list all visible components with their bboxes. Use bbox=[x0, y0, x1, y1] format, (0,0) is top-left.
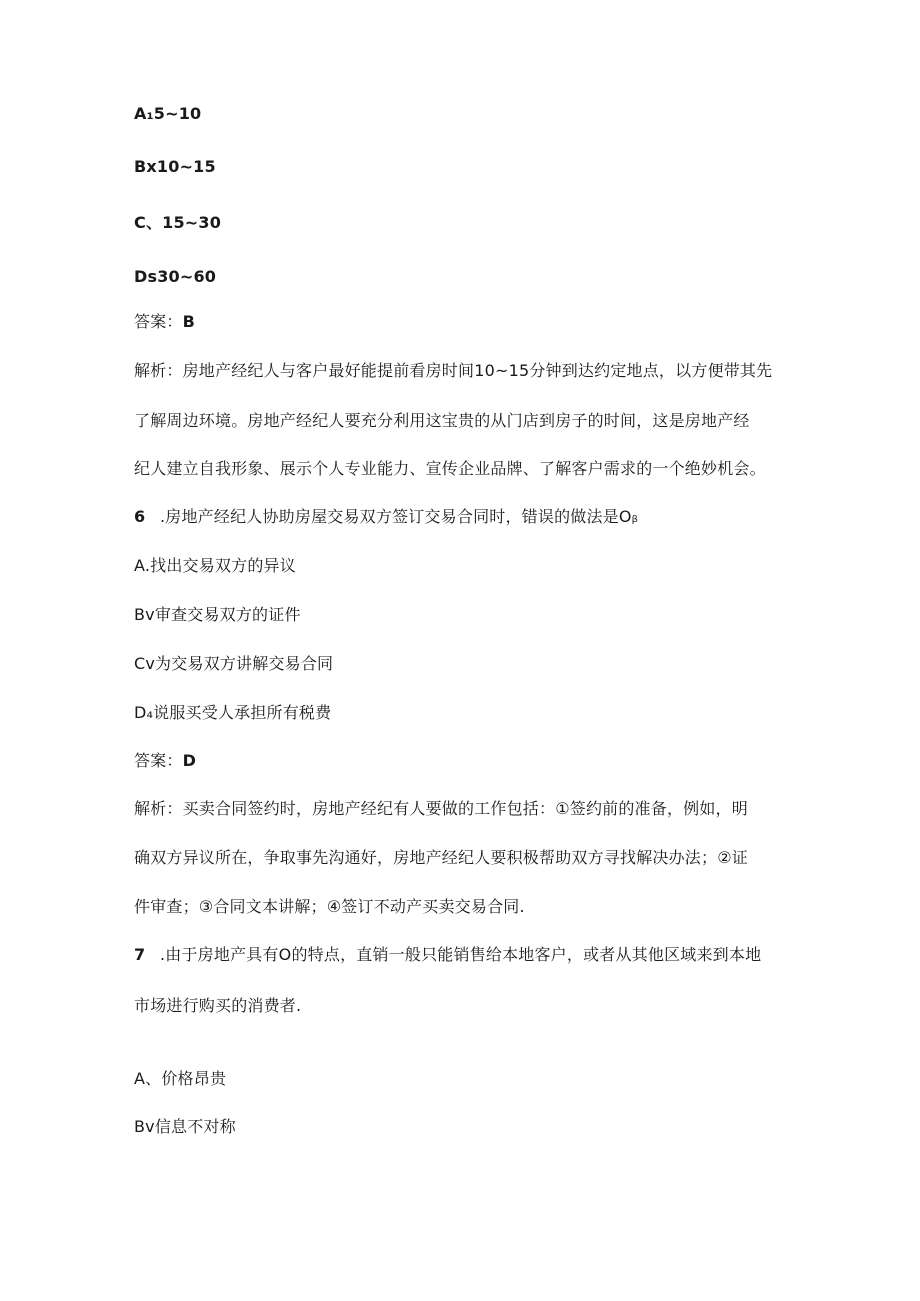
q7-option-b: Bv信息不对称 bbox=[134, 1117, 236, 1136]
q5-answer bbox=[134, 312, 195, 332]
q6-number: 6 bbox=[134, 507, 146, 526]
q6-analysis-line-1: 解析：买卖合同签约时，房地产经纪有人要做的工作包括：①签约前的准备，例如，明 bbox=[134, 799, 748, 818]
q5-option-c: C、15~30 bbox=[134, 213, 222, 232]
q6-option-d: D₄说服买受人承担所有税费 bbox=[134, 703, 332, 722]
q5-answer-value: B bbox=[182, 312, 196, 331]
q6-answer-value: D bbox=[182, 751, 197, 770]
q6-option-b: Bv审查交易双方的证件 bbox=[134, 605, 301, 624]
q6-stem bbox=[134, 507, 638, 527]
q7-number: 7 bbox=[134, 945, 146, 964]
q5-answer-label: 答案： bbox=[134, 312, 183, 331]
q6-option-c: Cv为交易双方讲解交易合同 bbox=[134, 654, 334, 673]
q5-analysis-line-1: 解析：房地产经纪人与客户最好能提前看房时间10~15分钟到达约定地点，以方便带其先 bbox=[134, 361, 773, 380]
q5-analysis-line-3: 纪人建立自我形象、展示个人专业能力、宣传企业品牌、了解客户需求的一个绝妙机会。 bbox=[134, 459, 766, 478]
q7-stem-line-1 bbox=[134, 945, 761, 965]
q7-option-a: A、价格昂贵 bbox=[134, 1069, 227, 1088]
q5-analysis-line-2: 了解周边环境。房地产经纪人要充分利用这宝贵的从门店到房子的时间，这是房地产经 bbox=[134, 411, 750, 430]
q6-answer bbox=[134, 751, 196, 771]
q6-answer-label: 答案： bbox=[134, 751, 183, 770]
q5-option-b: Bx10~15 bbox=[134, 157, 216, 176]
q7-stem-text-1: .由于房地产具有O的特点，直销一般只能销售给本地客户，或者从其他区域来到本地 bbox=[160, 945, 762, 964]
q5-option-a: A₁5~10 bbox=[134, 104, 202, 123]
q6-analysis-line-2: 确双方异议所在，争取事先沟通好，房地产经纪人要积极帮助双方寻找解决办法；②证 bbox=[134, 848, 748, 867]
q6-analysis-line-3: 件审查；③合同文本讲解；④签订不动产买卖交易合同. bbox=[134, 897, 525, 916]
q6-stem-text: .房地产经纪人协助房屋交易双方签订交易合同时，错误的做法是Oᵦ bbox=[160, 507, 639, 526]
q6-option-a: A.找出交易双方的异议 bbox=[134, 556, 296, 575]
q5-option-d: Ds30~60 bbox=[134, 267, 217, 286]
q7-stem-line-2: 市场进行购买的消费者. bbox=[134, 996, 302, 1015]
